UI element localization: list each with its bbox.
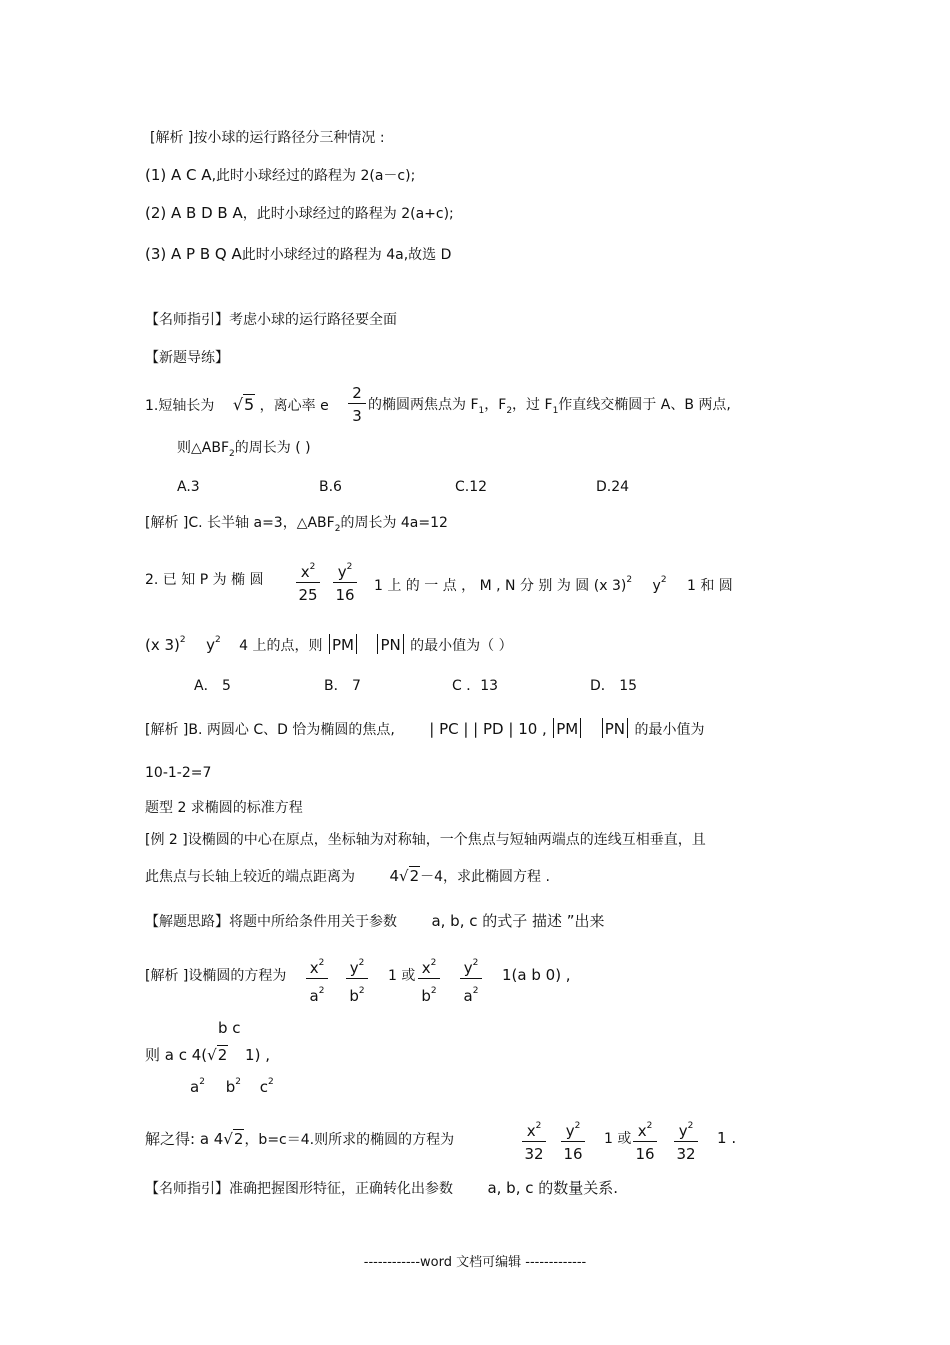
idea-line: 【解题思路】将题中所给条件用关于参数 a, b, c 的式子 描述 ”出来 xyxy=(145,912,605,930)
q2-option-a: A． 5 xyxy=(194,678,231,694)
sqrt-5: √5 xyxy=(232,395,255,414)
example2-line1: [例 2 ]设椭圆的中心在原点，坐标轴为对称轴，一个焦点与短轴两端点的连线互相垂直，且 xyxy=(145,832,706,848)
tip-2: 【名师指引】准确把握图形特征，正确转化出参数 a, b, c 的数量关系. xyxy=(145,1179,619,1197)
system-bottom: $a^2$ $b^2$ $c^2$ xyxy=(190,1077,274,1096)
result-line: 解之得: a 4√2，b=c＝4.则所求的椭圆的方程为 xyxy=(145,1130,455,1148)
solution-or: 1 或 xyxy=(388,968,416,984)
tip-1: 【名师指引】考虑小球的运行路径要全面 xyxy=(145,312,397,328)
q2-option-c: C ．13 xyxy=(452,678,499,694)
page-footer: ------------word 文档可编辑 ------------- xyxy=(363,1255,587,1270)
q1-line1-rest: 的椭圆两焦点为 $F_1$，$F_2$，过 $F_1$作直线交椭圆于 A、B 两点, xyxy=(368,397,731,416)
system-top: b c xyxy=(218,1019,241,1037)
q2-analysis-result: 10-1-2=7 xyxy=(145,765,212,781)
q2-frac-y: $\frac{y^2}{16}$ xyxy=(333,558,357,604)
analysis-intro: [解析 ]按小球的运行路径分三种情况 : xyxy=(150,130,385,146)
frac-x2-b2: $\frac{x^2}{b^2}$ xyxy=(418,954,440,1005)
frac-y2-b2: $\frac{y^2}{b^2}$ xyxy=(346,954,368,1005)
case-3: (3) A P B Q A此时小球经过的路程为 4a,故选 D xyxy=(145,245,452,263)
result-or: 1 或 xyxy=(604,1131,632,1147)
result-end: 1 . xyxy=(717,1129,737,1147)
result-frac-4: $\frac{y^2}{32}$ xyxy=(674,1117,698,1163)
case-2: (2) A B D B A，此时小球经过的路程为 2(a+c); xyxy=(145,204,454,222)
result-frac-1: $\frac{x^2}{32}$ xyxy=(522,1117,546,1163)
q1-line1: 1.短轴长为 √5 ，离心率 e xyxy=(145,395,329,414)
solution-condition: 1(a b 0) , xyxy=(502,966,571,984)
solution-start: [解析 ]设椭圆的方程为 xyxy=(145,968,287,984)
q2-line1-start: 2. 已 知 P 为 椭 圆 xyxy=(145,572,264,588)
q1-option-a: A.3 xyxy=(177,479,200,495)
result-frac-2: $\frac{y^2}{16}$ xyxy=(561,1117,585,1163)
q2-line2: (x 3)$^2$ $y^2$ 4 上的点，则 PM PN 的最小值为（ ） xyxy=(145,635,513,654)
q2-line1-rest: 1 上 的 一 点 ， M , N 分 别 为 圆 (x 3)$^2$ $y^2$ 1 和 圆 xyxy=(374,575,733,594)
q2-option-d: D． 15 xyxy=(590,678,638,694)
example2-line2: 此焦点与长轴上较近的端点距离为 4√2－4，求此椭圆方程 . xyxy=(145,867,550,885)
q1-analysis: [解析 ]C. 长半轴 a=3，$\triangle ABF_2$的周长为 4a=12 xyxy=(145,515,448,534)
q1-line2: 则$\triangle ABF_2$的周长为 ( ) xyxy=(177,440,311,459)
frac-x2-a2: $\frac{x^2}{a^2}$ xyxy=(306,954,328,1005)
system-middle: 则 a c 4(√2 1) , xyxy=(145,1046,270,1064)
q1-option-d: D.24 xyxy=(596,479,630,495)
result-frac-3: $\frac{x^2}{16}$ xyxy=(633,1117,657,1163)
type2-title: 题型 2 求椭圆的标准方程 xyxy=(145,800,303,816)
eccentricity-fraction: $\frac{2}{3}$ xyxy=(348,384,366,425)
frac-y2-a2: $\frac{y^2}{a^2}$ xyxy=(460,954,482,1005)
section-heading: 【新题导练】 xyxy=(145,350,229,366)
q2-frac-x: $\frac{x^2}{25}$ xyxy=(296,558,320,604)
case-1: (1) A C A,此时小球经过的路程为 2(a－c); xyxy=(145,166,416,184)
q1-option-c: C.12 xyxy=(455,479,488,495)
q2-analysis: [解析 ]B. 两圆心 C、D 恰为椭圆的焦点, | PC | | PD | 10 , PM PN 的最小值为 xyxy=(145,720,705,738)
q2-option-b: B． 7 xyxy=(324,678,361,694)
q1-option-b: B.6 xyxy=(319,479,342,495)
